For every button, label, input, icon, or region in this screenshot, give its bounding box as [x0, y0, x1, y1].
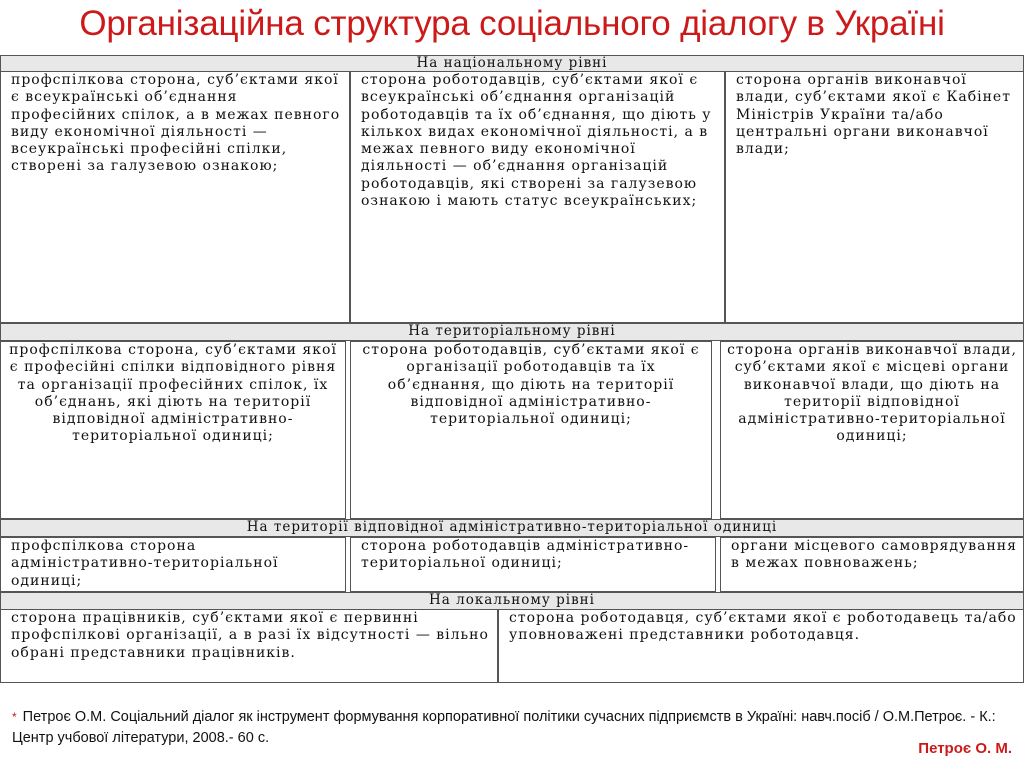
page-title: Організаційна структура соціального діалогу в Україні — [79, 4, 945, 43]
territorial-employers-cell: сторона роботодавців, суб’єктами якої є організації роботодавців та їх об’єднання, що діють на території відповідної адміністративно-територіальної одиниці; — [350, 341, 712, 519]
level-header-national: На національному рівні — [0, 55, 1024, 72]
level-header-territorial: На територіальному рівні — [0, 323, 1024, 341]
territorial-trade-union-cell: профспілкова сторона, суб’єктами якої є професійні спілки відповідного рівня та організації професійних спілок, їх об’єднань, які діють на території відповідної адміністративно-територіальної одиниці; — [0, 341, 346, 519]
author-signature: Петроє О. М. — [918, 740, 1012, 757]
national-trade-union-cell: профспілкова сторона, суб’єктами якої є всеукраїнські об’єднання професійних спілок, а в межах певного виду економічної діяльності — всеукраїнські професійні спілки, створені за галузевою ознакою; — [0, 71, 350, 323]
national-employers-cell: сторона роботодавців, суб’єктами якої є всеукраїнські об’єднання організацій роботодавців та їх об’єднання, що діють у кількох видах економічної діяльності, а в межах певного виду економічної діяльності — об’єднання організацій роботодавців, які створені за галузевою ознакою і мають статус всеукраїнських; — [350, 71, 725, 323]
admin-unit-employers-cell: сторона роботодавців адміністративно-територіальної одиниці; — [350, 537, 716, 592]
national-executive-cell: сторона органів виконавчої влади, суб’єктами якої є Кабінет Міністрів України та/або центральні органи виконавчої влади; — [725, 71, 1024, 323]
footnote — [12, 707, 1012, 749]
local-employer-cell: сторона роботодавця, суб’єктами якої є роботодавець та/або уповноважені представники роботодавця. — [498, 609, 1024, 683]
local-workers-cell: сторона працівників, суб’єктами якої є первинні профспілкові організації, а в разі їх відсутності — вільно обрані представники працівників. — [0, 609, 498, 683]
level-header-admin-unit: На території відповідної адміністративно-територіальної одиниці — [0, 519, 1024, 537]
territorial-executive-cell: сторона органів виконавчої влади, суб’єктами якої є місцеві органи виконавчої влади, що діють на території відповідної адміністративно-територіальної одиниці; — [720, 341, 1024, 519]
footnote-marker: * — [12, 710, 17, 724]
admin-unit-trade-union-cell: профспілкова сторона адміністративно-територіальної одиниці; — [0, 537, 346, 592]
admin-unit-local-government-cell: органи місцевого самоврядування в межах повноважень; — [720, 537, 1024, 592]
level-header-local: На локальному рівні — [0, 592, 1024, 610]
footnote-text: Петроє О.М. Соціальний діалог як інструмент формування корпоративної політики сучасних підприємств в Україні: навч.посіб / О.М.Петроє. - К.: Центр учбової літератури, 2008.- 60 с. — [12, 709, 996, 746]
